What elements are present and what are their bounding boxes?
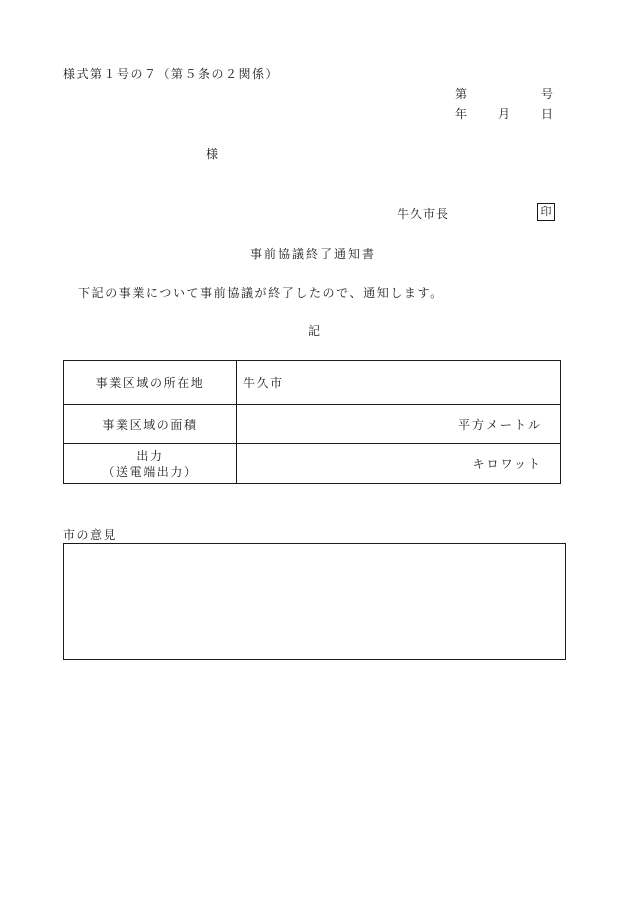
- output-label-line1: 出力: [136, 448, 164, 463]
- output-unit: キロワット: [237, 444, 561, 484]
- seal-mark: 印: [537, 203, 555, 221]
- date-year-label: 年: [455, 107, 468, 121]
- details-table: [63, 360, 561, 484]
- area-unit: 平方メートル: [237, 405, 561, 444]
- document-number-suffix: 号: [541, 87, 554, 101]
- opinion-label: 市の意見: [63, 528, 118, 542]
- date-day-label: 日: [541, 107, 554, 121]
- location-label: 事業区域の所在地: [64, 361, 237, 405]
- issuer-name: 牛久市長: [397, 207, 450, 221]
- table-row-output: [64, 444, 561, 484]
- addressee-suffix: 様: [206, 147, 219, 161]
- document-number-prefix: 第: [455, 87, 468, 101]
- date-month-label: 月: [498, 107, 511, 121]
- table-row-location: [64, 361, 561, 405]
- ki-label: 記: [308, 324, 321, 338]
- document-title: 事前協議終了通知書: [250, 247, 377, 261]
- form-number: 様式第１号の７（第５条の２関係）: [63, 67, 280, 81]
- opinion-box: [63, 543, 566, 660]
- output-label-line2: （送電端出力）: [102, 464, 198, 479]
- area-label: 事業区域の面積: [64, 405, 237, 444]
- body-text: 下記の事業について事前協議が終了したので、通知します。: [78, 286, 444, 300]
- output-label: [64, 444, 237, 484]
- location-value: 牛久市: [237, 361, 561, 405]
- table-row-area: [64, 405, 561, 444]
